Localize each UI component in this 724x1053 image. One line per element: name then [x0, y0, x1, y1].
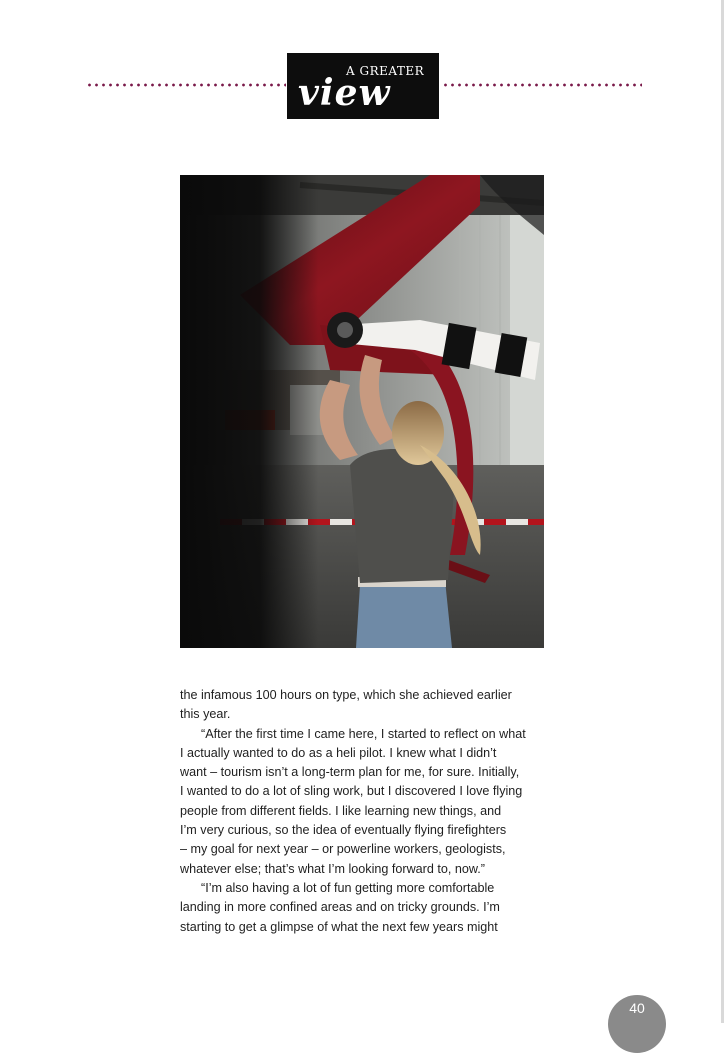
- header-dotted-rule-left: [86, 83, 286, 87]
- body-line: – my goal for next year – or powerline workers, geologists,: [180, 842, 506, 857]
- body-line: I wanted to do a lot of sling work, but I discovered I love flying: [180, 784, 523, 799]
- body-line: landing in more confined areas and on tricky grounds. I’m: [180, 900, 500, 915]
- article-body: [180, 686, 552, 937]
- header-dotted-rule-right: [442, 83, 642, 87]
- hangar-photo-image: [180, 175, 544, 648]
- body-line: the infamous 100 hours on type, which she achieved earlier: [180, 688, 512, 702]
- logo-wordmark: view: [298, 72, 391, 114]
- body-line: “I’m also having a lot of fun getting more comfortable: [201, 880, 495, 895]
- section-logo: [287, 53, 439, 119]
- body-line: I actually wanted to do as a heli pilot. I knew what I didn’t: [180, 745, 497, 760]
- body-line: this year.: [180, 707, 231, 722]
- body-line: “After the first time I came here, I started to reflect on what: [201, 726, 526, 741]
- logo-tagline: A GREATER: [346, 64, 425, 78]
- page-number: 40: [629, 1000, 645, 1016]
- body-line: want – tourism isn’t a long-term plan for me, for sure. Initially,: [180, 765, 520, 780]
- body-line: people from different fields. I like learning new things, and: [180, 803, 502, 818]
- body-line: whatever else; that’s what I’m looking forward to, now.”: [180, 861, 485, 876]
- body-line: I’m very curious, so the idea of eventually flying firefighters: [180, 823, 507, 838]
- body-line: starting to get a glimpse of what the next few years might: [180, 919, 498, 934]
- article-photo: [180, 175, 544, 648]
